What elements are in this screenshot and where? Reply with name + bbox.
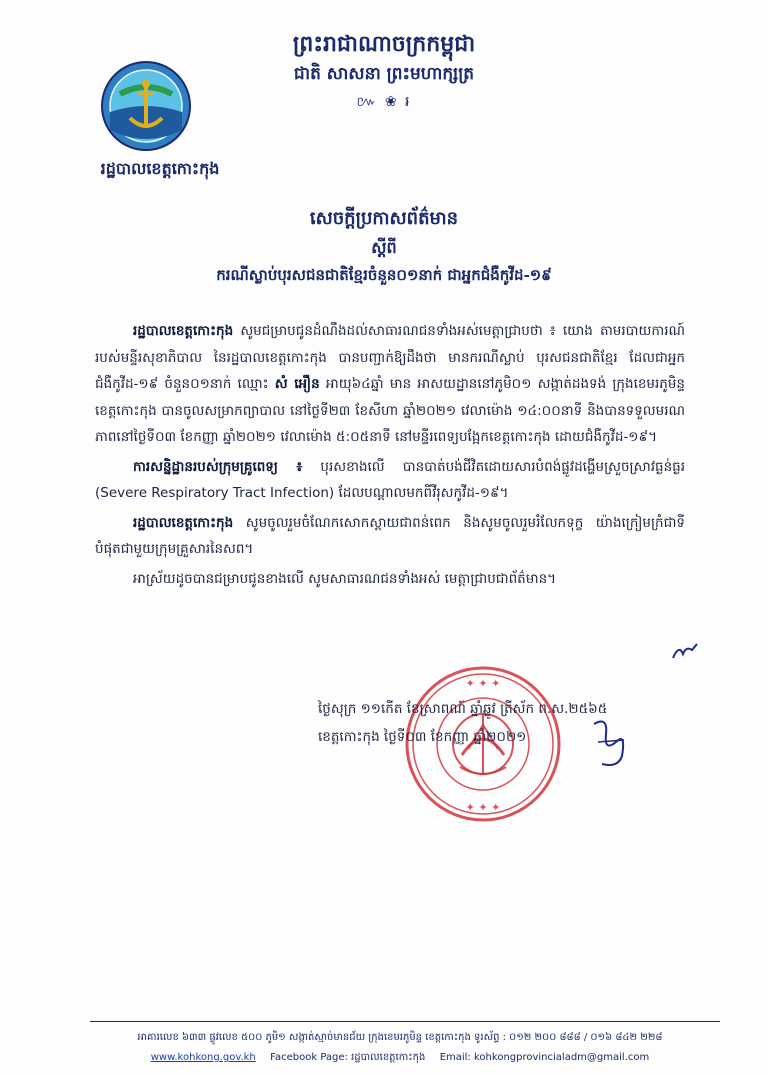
notice-title: សេចក្តីប្រកាសព័ត៌មាន (309, 208, 459, 229)
footer-address: អាគារលេខ ៦៣៣ ផ្លូវលេខ ៥០០ ភូមិ១ សង្កាត់ស្មាច់មានជ័យ ក្រុងខេមរភូមិន្ទ ខេត្តកោះកុង ទូរស័ព្ទ : ០១២ ២០០ ៨៨៨ / ០១៦ ៨៤២ ២២៨ (137, 1032, 663, 1043)
signature-icon (588, 712, 633, 772)
email-value[interactable]: kohkongprovincialadm@gmail.com (474, 1052, 650, 1063)
email-label: Email: (439, 1052, 471, 1063)
national-motto: ជាតិ សាសនា ព្រះមហាក្សត្រ (293, 64, 475, 84)
provincial-emblem-logo (100, 60, 192, 152)
svg-text:✦ ✦ ✦: ✦ ✦ ✦ (465, 677, 501, 690)
footer-contacts (60, 1050, 740, 1065)
paragraph-diagnosis: ការសន្និដ្ឋានរបស់ក្រុមគ្រូពេទ្យ ៖ បុរសខាងលើ បានបាត់បង់ជីវិតដោយសារបំពង់ផ្លូវដង្ហើមស្រួចស្រាវធ្ងន់ធ្ងរ (Severe Respiratory Tract Infection) ដែលបណ្តាលមកពីវីរុសកូវីដ-១៩។ (95, 458, 685, 501)
initial-mark-icon (670, 640, 700, 664)
paragraph-lead: រដ្ឋបាលខេត្តកោះកុង (133, 323, 234, 339)
lunar-date: ថ្ងៃសុក្រ ១១កេីត ខែស្រាពណ៍ ឆ្នាំឆ្លូវ ត្រីស័ក ព.ស.២៥៦៥ (318, 701, 608, 717)
svg-text:✦ ✦ ✦: ✦ ✦ ✦ (465, 801, 501, 814)
notice-about-label: ស្តីពី (371, 238, 397, 257)
facebook-value[interactable]: រដ្ឋបាលខេត្តកោះកុង (351, 1052, 426, 1063)
issuer-name: រដ្ឋបាលខេត្តកោះកុង (100, 159, 220, 178)
ornament-divider: ៚ ❀ ៛ (356, 94, 412, 110)
notice-subject: ករណីស្លាប់បុរសជនជាតិខ្មែរចំនួន០១នាក់ ជាអ្នកជំងឺកូវីដ-១៩ (216, 266, 552, 284)
website-link[interactable]: www.kohkong.gov.kh (150, 1052, 256, 1063)
paragraph-condolence: រដ្ឋបាលខេត្តកោះកុង សូមចូលរួមចំណែកសោកស្តាយជាពន់ពេក និងសូមចូលរួមរំលែកទុក្ខ យ៉ាងក្រៀមក្រំជាទីបំផុតជាមួយក្រុមគ្រួសារនៃសព។ (95, 514, 685, 557)
paragraph-lead: រដ្ឋបាលខេត្តកោះកុង (133, 514, 234, 531)
solar-date: ខេត្តកោះកុង ថ្ងៃទី០៣ ខែកញ្ញា ឆ្នាំ២០២១ (318, 729, 527, 745)
notice-body (95, 318, 685, 595)
facebook-label: Facebook Page: (270, 1052, 348, 1063)
deceased-name: សំ អឿន (274, 376, 320, 392)
kingdom-heading: ព្រះរាជាណាចក្រកម្ពុជា (292, 31, 476, 57)
paragraph-lead: ការសន្និដ្ឋានរបស់ក្រុមគ្រូពេទ្យ ៖ (133, 458, 303, 475)
paragraph-announcement: រដ្ឋបាលខេត្តកោះកុង សូមជម្រាបជូនដំណឹងដល់សាធារណជនទាំងអស់មេត្តាជ្រាបថា ៖ យោង តាមរបាយការណ៍របស់មន្ទីរសុខាភិបាល នៃរដ្ឋបាលខេត្តកោះកុង បានបញ្ជាក់ឱ្យដឹងថា មានករណីស្លាប់ បុរសជនជាតិខ្មែរ ដែលជាអ្នកជំងឺកូវីដ-១៩ ចំនួន០១នាក់ ឈ្មោះ សំ អឿន អាយុ៦៤ឆ្នាំ មាន អាសយដ្ឋាននៅភូមិ០១ សង្កាត់ដងទង់ ក្រុងខេមរភូមិន្ទ ខេត្តកោះកុង បានចូលសម្រាកព្យាបាល នៅថ្ងៃទី២៣ ខែសីហា ឆ្នាំ២០២១ វេលាម៉ោង ១៤:០០នាទី និងបានទទួលមរណភាពនៅថ្ងៃទី០៣ ខែកញ្ញា ឆ្នាំ២០២១ វេលាម៉ោង ៥:០៥នាទី នៅមន្ទីរពេទ្យបង្អែកខេត្តកោះកុង ដោយជំងឺកូវីដ-១៩។ (95, 323, 685, 445)
paragraph-closing: អាស្រ័យដូចបានជម្រាបជូនខាងលើ សូមសាធារណជនទាំងអស់ មេត្តាជ្រាបជាព័ត៌មាន។ (133, 570, 557, 587)
diagnosis-english: (Severe Respiratory Tract Infection) (95, 485, 335, 501)
footer-divider (90, 1021, 720, 1022)
